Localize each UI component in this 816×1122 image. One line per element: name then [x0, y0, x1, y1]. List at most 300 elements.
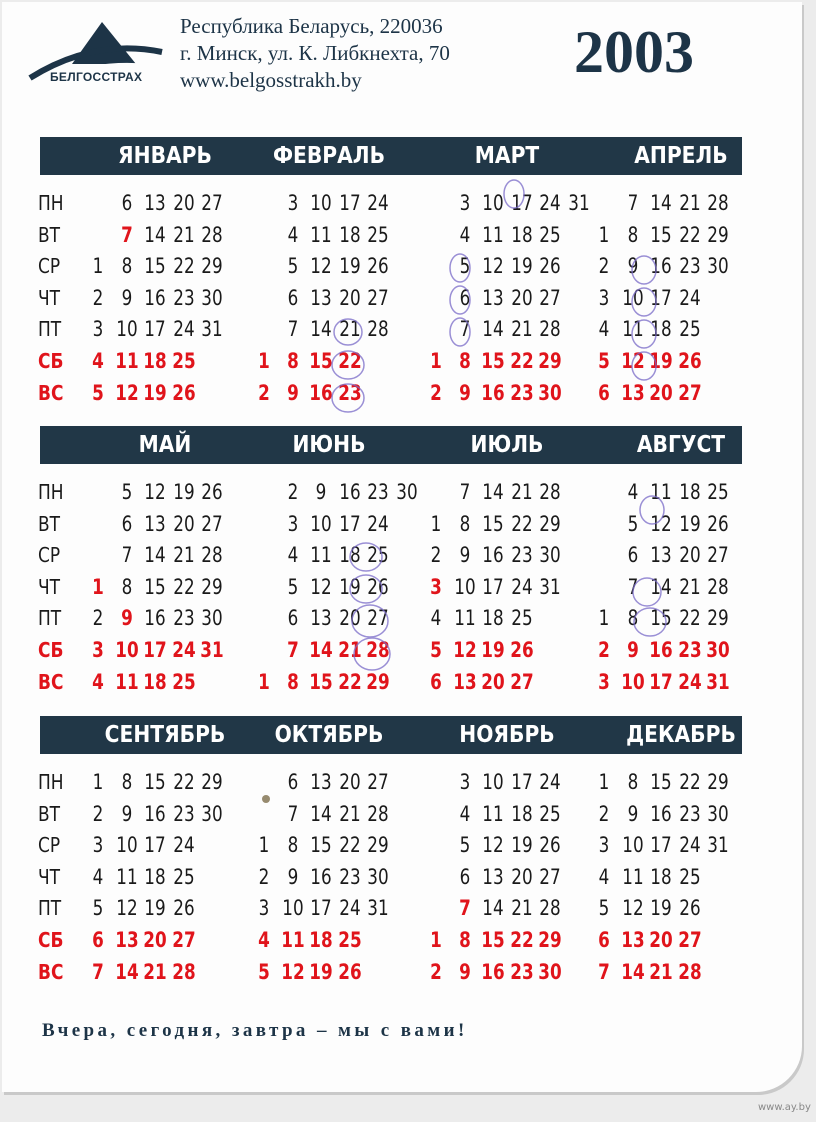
calendar-day: 9	[121, 801, 132, 826]
calendar-day: 8	[121, 254, 132, 279]
calendar-day: 10	[621, 833, 644, 858]
calendar-day: 24	[679, 833, 701, 858]
calendar-day: 27	[172, 928, 196, 952]
weekday-label: СБ	[38, 928, 64, 952]
calendar-day: 30	[539, 543, 562, 568]
calendar-day: 16	[481, 380, 505, 405]
calendar-day: 20	[143, 928, 167, 952]
calendar-day: 31	[200, 638, 225, 662]
calendar-day: 15	[144, 574, 166, 599]
calendar-day: 22	[173, 574, 195, 599]
calendar-day: 3	[598, 669, 610, 694]
calendar-day: 12	[114, 380, 139, 405]
calendar-day: 19	[679, 511, 701, 536]
weekday-label: ПТ	[38, 317, 62, 342]
calendar-day: 14	[650, 191, 672, 215]
calendar-day: 12	[650, 511, 672, 536]
calendar-day: 22	[679, 770, 701, 794]
calendar-day: 26	[172, 380, 196, 405]
calendar-day: 7	[287, 317, 298, 342]
calendar-day: 17	[144, 317, 166, 342]
calendar-day: 4	[287, 222, 298, 247]
calendar-day: 30	[706, 638, 731, 662]
calendar-day: 4	[92, 349, 104, 373]
calendar-day: 30	[201, 285, 224, 310]
calendar-day: 7	[120, 222, 133, 247]
calendar-day: 25	[679, 864, 701, 889]
calendar-day: 28	[367, 317, 390, 342]
calendar-day: 30	[538, 380, 563, 405]
calendar-day: 29	[201, 254, 224, 279]
calendar-day: 15	[650, 222, 672, 247]
calendar-day: 4	[258, 928, 270, 952]
calendar-day: 11	[114, 669, 139, 694]
calendar-day: 23	[510, 959, 534, 984]
calendar-day: 21	[511, 317, 533, 342]
calendar-day: 2	[92, 801, 104, 826]
calendar-day: 18	[511, 222, 533, 247]
calendar-day: 25	[367, 222, 390, 247]
calendar-day: 14	[650, 574, 672, 599]
calendar-day: 11	[280, 928, 305, 952]
calendar-day: 28	[366, 638, 391, 662]
calendar-day: 13	[310, 606, 332, 631]
calendar-day: 3	[459, 191, 470, 215]
calendar-day: 1	[258, 669, 270, 694]
calendar-day: 8	[121, 574, 132, 599]
month-name: АВГУСТ	[636, 432, 726, 458]
calendar-day: 31	[568, 191, 590, 215]
calendar-day: 26	[539, 833, 562, 858]
calendar-day: 8	[287, 833, 298, 858]
calendar-day: 9	[627, 801, 638, 826]
calendar-day: 15	[482, 511, 504, 536]
calendar-day: 23	[338, 380, 362, 405]
calendar-day: 19	[309, 959, 333, 984]
calendar-day: 31	[706, 669, 731, 694]
calendar-day: 31	[201, 317, 224, 342]
calendar-day: 23	[173, 285, 195, 310]
calendar-day: 9	[287, 864, 298, 889]
month-name: АПРЕЛЬ	[634, 143, 728, 169]
calendar-day: 1	[92, 254, 104, 279]
calendar-day: 28	[172, 959, 196, 984]
weekday-label: ВТ	[38, 801, 61, 826]
calendar-day: 21	[679, 574, 701, 599]
calendar-day: 3	[258, 896, 270, 921]
calendar-day: 18	[339, 222, 361, 247]
weekday-label: ВС	[38, 959, 64, 984]
calendar-day: 13	[620, 928, 645, 952]
calendar-day: 7	[598, 959, 610, 984]
calendar-day: 26	[173, 896, 195, 921]
calendar-day: 17	[482, 574, 504, 599]
calendar-day: 17	[143, 638, 167, 662]
calendar-day: 5	[287, 254, 298, 279]
calendar-day: 1	[598, 222, 610, 247]
calendar-day: 27	[510, 669, 534, 694]
calendar-day: 11	[310, 543, 332, 568]
calendar-day: 2	[430, 959, 442, 984]
calendar-day: 23	[679, 801, 701, 826]
calendar-day: 23	[511, 543, 533, 568]
weekday-label: ЧТ	[38, 864, 61, 889]
calendar-day: 4	[92, 864, 104, 889]
logo-text: БЕЛГОССТРАХ	[50, 70, 143, 84]
calendar-day: 27	[367, 606, 390, 631]
calendar-day: 14	[620, 959, 645, 984]
calendar-day: 11	[650, 480, 672, 504]
calendar-day: 7	[287, 801, 298, 826]
calendar-day: 12	[620, 349, 645, 373]
calendar-day: 6	[92, 928, 104, 952]
calendar-day: 17	[650, 833, 672, 858]
calendar-day: 9	[458, 380, 471, 405]
calendar-day: 15	[650, 606, 672, 631]
calendar-day: 31	[539, 574, 562, 599]
calendar-day: 2	[92, 285, 104, 310]
calendar-day: 3	[287, 191, 298, 215]
calendar-day: 17	[511, 191, 533, 215]
calendar-year: 2003	[574, 19, 694, 85]
calendar-day: 16	[310, 864, 332, 889]
calendar-day: 7	[458, 896, 471, 921]
calendar-day: 24	[679, 285, 701, 310]
calendar-day: 20	[649, 380, 673, 405]
weekday-label: ПТ	[38, 896, 62, 921]
calendar-day: 26	[679, 896, 701, 921]
calendar-day: 27	[201, 511, 224, 536]
weekday-label: СР	[38, 833, 61, 858]
calendar-day: 13	[144, 191, 166, 215]
calendar-day: 24	[539, 191, 562, 215]
calendar-day: 25	[511, 606, 533, 631]
calendar-day: 27	[707, 543, 730, 568]
calendar-day: 26	[201, 480, 224, 504]
calendar-day: 3	[287, 511, 298, 536]
calendar-day: 19	[649, 349, 673, 373]
calendar-day: 19	[339, 574, 361, 599]
weekday-label: ВТ	[38, 222, 61, 247]
calendar-day: 20	[173, 511, 195, 536]
calendar-day: 19	[511, 254, 533, 279]
calendar-day: 16	[649, 638, 673, 662]
calendar-day: 25	[539, 222, 562, 247]
calendar-day: 18	[650, 317, 672, 342]
calendar-day: 28	[539, 896, 562, 921]
calendar-day: 10	[620, 669, 645, 694]
calendar-day: 14	[310, 317, 332, 342]
calendar-day: 19	[650, 896, 672, 921]
calendar-day: 17	[339, 511, 361, 536]
calendar-day: 31	[367, 896, 390, 921]
calendar-day: 13	[452, 669, 477, 694]
calendar-day: 2	[598, 801, 610, 826]
calendar-day: 24	[173, 317, 195, 342]
calendar-day: 4	[92, 669, 104, 694]
weekday-label: ЧТ	[38, 574, 61, 599]
calendar-day: 4	[459, 222, 470, 247]
calendar-day: 25	[172, 669, 196, 694]
calendar-day: 30	[201, 606, 224, 631]
calendar-day: 2	[430, 380, 442, 405]
calendar-day: 11	[115, 864, 138, 889]
calendar-day: 15	[309, 669, 333, 694]
calendar-day: 16	[650, 254, 672, 279]
calendar-day: 19	[481, 638, 505, 662]
calendar-day: 21	[649, 959, 673, 984]
calendar-day: 12	[280, 959, 305, 984]
calendar-day: 12	[482, 833, 504, 858]
calendar-day: 11	[621, 864, 644, 889]
calendar-day: 21	[143, 959, 167, 984]
calendar-day: 10	[482, 770, 504, 794]
calendar-day: 10	[281, 896, 304, 921]
calendar-day: 4	[627, 480, 638, 504]
calendar-day: 14	[482, 317, 504, 342]
calendar-day: 12	[310, 574, 332, 599]
calendar-day: 9	[315, 480, 327, 504]
calendar-day: 21	[339, 317, 361, 342]
calendar-day: 6	[287, 285, 298, 310]
calendar-day: 7	[286, 638, 299, 662]
calendar-day: 10	[453, 574, 476, 599]
calendar-day: 15	[650, 770, 672, 794]
calendar-day: 24	[172, 638, 196, 662]
calendar-day: 28	[539, 317, 562, 342]
calendar-day: 23	[173, 606, 195, 631]
calendar-day: 18	[143, 669, 167, 694]
month-name: ИЮНЬ	[292, 432, 366, 458]
calendar-day: 6	[121, 511, 132, 536]
calendar-day: 20	[339, 606, 361, 631]
calendar-day: 22	[679, 606, 701, 631]
calendar-day: 5	[92, 380, 104, 405]
calendar-day: 23	[678, 638, 702, 662]
calendar-day: 7	[627, 191, 638, 215]
calendar-day: 7	[627, 574, 638, 599]
calendar-day: 29	[707, 606, 730, 631]
calendar-day: 8	[458, 928, 471, 952]
calendar-day: 20	[649, 928, 673, 952]
calendar-day: 11	[310, 222, 332, 247]
calendar-day: 25	[338, 928, 362, 952]
calendar-day: 23	[339, 864, 361, 889]
calendar-day: 26	[367, 254, 390, 279]
calendar-day: 22	[338, 669, 362, 694]
calendar-day: 26	[539, 254, 562, 279]
calendar-day: 14	[482, 896, 504, 921]
calendar-day: 31	[707, 833, 730, 858]
calendar-day: 20	[511, 285, 533, 310]
calendar-day: 14	[144, 543, 166, 568]
calendar-day: 5	[459, 833, 470, 858]
calendar-day: 16	[481, 959, 505, 984]
slogan: Вчера, сегодня, завтра – мы с вами!	[42, 1020, 468, 1041]
calendar-day: 16	[144, 606, 166, 631]
calendar-day: 16	[309, 380, 333, 405]
calendar-day: 22	[338, 349, 362, 373]
calendar-day: 16	[339, 480, 361, 504]
calendar-day: 22	[679, 222, 701, 247]
calendar-day: 19	[339, 254, 361, 279]
calendar-day: 13	[650, 543, 672, 568]
calendar-day: 29	[367, 833, 390, 858]
calendar-day: 14	[310, 801, 332, 826]
calendar-day: 7	[459, 317, 470, 342]
calendar-day: 3	[92, 833, 104, 858]
calendar-day: 5	[459, 254, 470, 279]
calendar-day: 12	[452, 638, 477, 662]
calendar-day: 12	[621, 896, 644, 921]
calendar-day: 5	[287, 574, 298, 599]
calendar-day: 22	[173, 770, 195, 794]
calendar-day: 20	[481, 669, 505, 694]
weekday-label: ПН	[38, 480, 64, 504]
calendar-day: 27	[539, 285, 562, 310]
weekday-label: ВС	[38, 380, 64, 405]
calendar-day: 6	[627, 543, 638, 568]
month-name: НОЯБРЬ	[459, 722, 555, 748]
calendar-day: 13	[114, 928, 139, 952]
calendar-day: 8	[459, 511, 470, 536]
calendar-day: 13	[482, 864, 504, 889]
calendar-day: 11	[482, 222, 504, 247]
calendar-day: 11	[453, 606, 476, 631]
calendar-day: 11	[114, 349, 139, 373]
calendar-day: 29	[538, 928, 563, 952]
calendar-day: 18	[482, 606, 504, 631]
calendar-day: 20	[339, 285, 361, 310]
calendar-day: 10	[310, 191, 332, 215]
calendar-day: 3	[598, 285, 610, 310]
month-name: СЕНТЯБРЬ	[104, 722, 226, 748]
calendar-day: 25	[173, 864, 195, 889]
calendar-day: 21	[173, 222, 195, 247]
calendar-day: 18	[339, 543, 361, 568]
calendar-day: 10	[115, 317, 138, 342]
calendar-day: 13	[310, 285, 332, 310]
calendar-day: 12	[144, 480, 166, 504]
month-name: МАЙ	[138, 432, 192, 458]
calendar-day: 2	[598, 254, 610, 279]
calendar-day: 10	[310, 511, 332, 536]
calendar-day: 18	[143, 349, 167, 373]
calendar-day: 15	[310, 833, 332, 858]
calendar-day: 22	[173, 254, 195, 279]
calendar-day: 21	[511, 896, 533, 921]
calendar-day: 16	[482, 543, 504, 568]
calendar-day: 24	[173, 833, 195, 858]
weekday-label: ПТ	[38, 606, 62, 631]
calendar-day: 10	[114, 638, 139, 662]
calendar-day: 15	[481, 349, 505, 373]
calendar-day: 13	[620, 380, 645, 405]
calendar-day: 19	[144, 896, 166, 921]
month-name: ЯНВАРЬ	[118, 143, 212, 169]
calendar-day: 8	[458, 349, 471, 373]
calendar-day: 5	[627, 511, 638, 536]
calendar-day: 25	[172, 349, 196, 373]
calendar-card	[2, 2, 802, 1092]
calendar-day: 16	[144, 801, 166, 826]
calendar-day: 4	[287, 543, 298, 568]
website-link[interactable]: www.belgosstrakh.by	[180, 68, 362, 92]
calendar-day: 28	[367, 801, 390, 826]
calendar-day: 14	[114, 959, 139, 984]
calendar-day: 9	[627, 254, 638, 279]
calendar-day: 22	[510, 928, 534, 952]
calendar-day: 24	[367, 191, 390, 215]
calendar-day: 26	[367, 574, 390, 599]
calendar-day: 23	[679, 254, 701, 279]
calendar-day: 22	[339, 833, 361, 858]
calendar-day: 10	[621, 285, 644, 310]
address-line-2: г. Минск, ул. К. Либкнехта, 70	[180, 41, 450, 65]
calendar-day: 9	[458, 959, 471, 984]
calendar-day: 17	[339, 191, 361, 215]
calendar-day: 3	[430, 574, 442, 599]
calendar-day: 27	[367, 285, 390, 310]
calendar-day: 30	[538, 959, 563, 984]
calendar-day: 28	[201, 543, 224, 568]
calendar-day: 20	[511, 864, 533, 889]
calendar-day: 13	[144, 511, 166, 536]
calendar-day: 6	[287, 770, 298, 794]
calendar-day: 4	[598, 864, 610, 889]
calendar-day: 2	[598, 638, 610, 662]
calendar-day: 18	[650, 864, 672, 889]
calendar-day: 26	[707, 511, 730, 536]
weekday-label: ПН	[38, 191, 64, 215]
calendar-day: 5	[258, 959, 270, 984]
calendar-day: 29	[539, 511, 562, 536]
calendar-day: 20	[339, 770, 361, 794]
calendar-day: 20	[679, 543, 701, 568]
calendar-day: 11	[621, 317, 644, 342]
calendar-day: 19	[511, 833, 533, 858]
calendar-day: 29	[707, 770, 730, 794]
calendar-day: 30	[201, 801, 224, 826]
calendar-day: 28	[707, 574, 730, 599]
calendar-day: 17	[650, 285, 672, 310]
calendar-day: 24	[511, 574, 533, 599]
calendar-day: 15	[144, 770, 166, 794]
calendar-day: 7	[92, 959, 104, 984]
calendar-day: 30	[367, 864, 390, 889]
calendar-day: 27	[539, 864, 562, 889]
weekday-label: СБ	[38, 638, 64, 662]
calendar-day: 21	[511, 480, 533, 504]
calendar-day: 28	[707, 191, 730, 215]
calendar-day: 6	[287, 606, 298, 631]
calendar-day: 8	[121, 770, 132, 794]
calendar-day: 30	[396, 480, 418, 504]
calendar-day: 30	[707, 801, 730, 826]
calendar-day: 21	[679, 191, 701, 215]
calendar-day: 18	[679, 480, 701, 504]
calendar-day: 15	[309, 349, 333, 373]
calendar-day: 19	[173, 480, 195, 504]
calendar-day: 4	[430, 606, 442, 631]
calendar-day: 14	[144, 222, 166, 247]
calendar-day: 3	[92, 638, 104, 662]
calendar-day: 2	[430, 543, 442, 568]
calendar-day: 24	[678, 669, 702, 694]
calendar-day: 28	[678, 959, 702, 984]
calendar-day: 27	[678, 380, 702, 405]
calendar-day: 14	[482, 480, 504, 504]
